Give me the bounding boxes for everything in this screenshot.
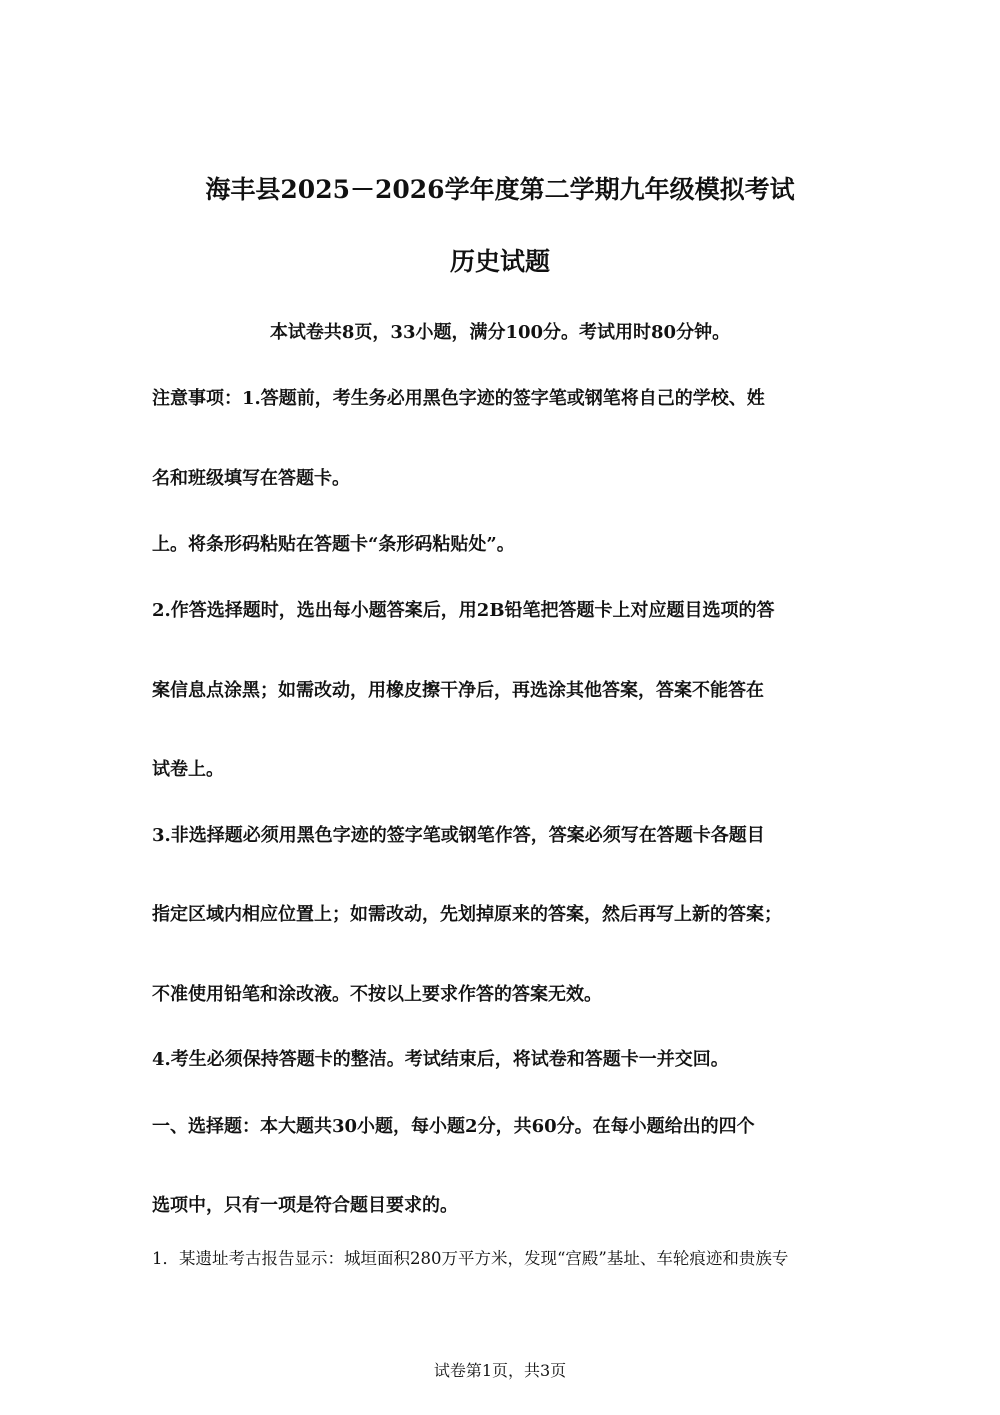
notice-line: 4.考生必须保持答题卡的整洁。考试结束后，将试卷和答题卡一并交回。 [152,1049,729,1070]
question-1-text: 1．某遗址考古报告显示：城垣面积280万平方米，发现“宫殿”基址、车轮痕迹和贵族专 [152,1249,789,1268]
notice-line: 不准使用铅笔和涂改液。不按以上要求作答的答案无效。 [152,984,602,1005]
section-line: 选项中，只有一项是符合题目要求的。 [152,1195,458,1216]
notice-line: 案信息点涂黑；如需改动，用橡皮擦干净后，再选涂其他答案，答案不能答在 [152,680,764,701]
notice-line: 指定区域内相应位置上；如需改动，先划掉原来的答案，然后再写上新的答案； [152,904,782,925]
notice-line: 名和班级填写在答题卡。 [152,468,350,489]
notice-line: 试卷上。 [152,759,224,780]
exam-subtitle: 历史试题 [449,247,550,276]
notice-line: 注意事项：1.答题前，考生务必用黑色字迹的签字笔或钢笔将自己的学校、姓 [152,388,765,409]
notice-line: 2.作答选择题时，选出每小题答案后，用2B铅笔把答题卡上对应题目选项的答 [152,600,775,621]
exam-info: 本试卷共8页，33小题，满分100分。考试用时80分钟。 [269,322,731,343]
section-line: 一、选择题：本大题共30小题，每小题2分，共60分。在每小题给出的四个 [152,1116,755,1137]
page-footer: 试卷第1页，共3页 [433,1361,567,1380]
exam-title: 海丰县2025－2026学年度第二学期九年级模拟考试 [205,175,795,204]
notice-line: 上。将条形码粘贴在答题卡“条形码粘贴处”。 [152,534,515,555]
notice-line: 3.非选择题必须用黑色字迹的签字笔或钢笔作答，答案必须写在答题卡各题目 [152,825,765,846]
